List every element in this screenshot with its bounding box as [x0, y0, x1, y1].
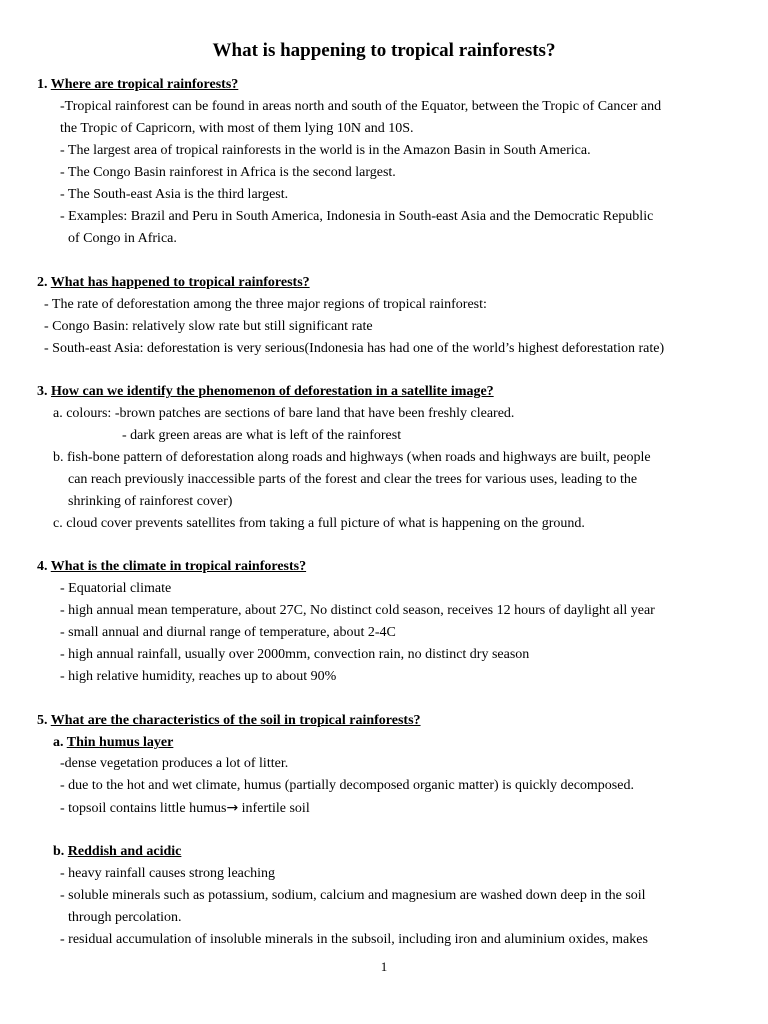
- section-4-line-4: - high annual rainfall, usually over 2000mm, convection rain, no distinct dry season: [60, 647, 530, 662]
- page-number: 1: [380, 959, 388, 974]
- section-5b-line-4: - residual accumulation of insoluble minerals in the subsoil, including iron and aluminium oxides, makes: [60, 932, 648, 947]
- section-4-title: What is the climate in tropical rainforests?: [50, 559, 307, 574]
- section-5b-line-2: - soluble minerals such as potassium, sodium, calcium and magnesium are washed down deep in the soil: [60, 888, 646, 903]
- section-1-heading: [37, 75, 238, 95]
- section-5a-line-3-text: - topsoil contains little humus: [60, 801, 227, 816]
- section-3-line-2: - dark green areas are what is left of the rainforest: [122, 428, 402, 443]
- section-3-line-5: shrinking of rainforest cover): [68, 494, 233, 509]
- section-3-line-3: b. fish-bone pattern of deforestation along roads and highways (when roads and highways are built, people: [53, 450, 651, 465]
- section-3-line-1: a. colours: -brown patches are sections of bare land that have been freshly cleared.: [53, 406, 515, 421]
- section-5-heading: [37, 711, 421, 731]
- section-5-number: 5.: [37, 713, 48, 728]
- section-3-line-4: can reach previously inaccessible parts of the forest and clear the trees for various uses, leading to the: [68, 472, 638, 487]
- section-2-line-3: - South-east Asia: deforestation is very serious(Indonesia has had one of the world’s highest deforestation rate): [44, 341, 665, 356]
- section-1-line-5: - The South-east Asia is the third largest.: [60, 187, 289, 202]
- section-3-line-6: c. cloud cover prevents satellites from taking a full picture of what is happening on the ground.: [53, 516, 585, 531]
- section-1-line-6: - Examples: Brazil and Peru in South America, Indonesia in South-east Asia and the Democratic Republic: [60, 209, 654, 224]
- section-5b-label: b.: [53, 844, 65, 859]
- section-1-line-4: - The Congo Basin rainforest in Africa is the second largest.: [60, 165, 396, 180]
- section-5-title: What are the characteristics of the soil in tropical rainforests?: [50, 713, 421, 728]
- section-5a-title: Thin humus layer: [66, 735, 174, 750]
- section-4-number: 4.: [37, 559, 48, 574]
- section-5b-heading: [53, 842, 181, 862]
- section-1-title: Where are tropical rainforests?: [50, 77, 239, 92]
- section-3-number: 3.: [37, 384, 48, 399]
- section-5a-line-3-tail: infertile soil: [238, 801, 310, 816]
- section-3-heading: [37, 382, 494, 402]
- section-5a-label: a.: [53, 735, 64, 750]
- section-5a-line-1: -dense vegetation produces a lot of litter.: [60, 756, 289, 771]
- page-title: What is happening to tropical rainforests?: [212, 40, 556, 61]
- section-4-line-3: - small annual and diurnal range of temperature, about 2-4C: [60, 625, 396, 640]
- section-4-heading: [37, 557, 306, 577]
- section-1-number: 1.: [37, 77, 48, 92]
- section-1-line-2: the Tropic of Capricorn, with most of them lying 10N and 10S.: [60, 121, 414, 136]
- section-4-line-2: - high annual mean temperature, about 27C, No distinct cold season, receives 12 hours of daylight all year: [60, 603, 655, 618]
- section-2-heading: [37, 273, 310, 293]
- section-2-line-2: - Congo Basin: relatively slow rate but still significant rate: [44, 319, 373, 334]
- section-1-line-3: - The largest area of tropical rainforests in the world is in the Amazon Basin in South America.: [60, 143, 591, 158]
- section-5b-title: Reddish and acidic: [67, 844, 182, 859]
- section-5a-line-3: [60, 798, 310, 819]
- section-5b-line-3: through percolation.: [68, 910, 182, 925]
- section-4-line-1: - Equatorial climate: [60, 581, 172, 596]
- section-2-title: What has happened to tropical rainforests?: [50, 275, 310, 290]
- section-5a-heading: [53, 733, 173, 753]
- section-1-line-7: of Congo in Africa.: [68, 231, 177, 246]
- section-2-line-1: - The rate of deforestation among the three major regions of tropical rainforest:: [44, 297, 487, 312]
- section-1-line-1: -Tropical rainforest can be found in areas north and south of the Equator, between the Tropic of Cancer and: [60, 99, 662, 114]
- section-4-line-5: - high relative humidity, reaches up to about 90%: [60, 669, 337, 684]
- section-2-number: 2.: [37, 275, 48, 290]
- right-arrow-icon: →: [226, 800, 239, 816]
- section-5a-line-2: - due to the hot and wet climate, humus (partially decomposed organic matter) is quickly decomposed.: [60, 778, 634, 793]
- section-5b-line-1: - heavy rainfall causes strong leaching: [60, 866, 275, 881]
- section-3-title: How can we identify the phenomenon of deforestation in a satellite image?: [51, 384, 494, 399]
